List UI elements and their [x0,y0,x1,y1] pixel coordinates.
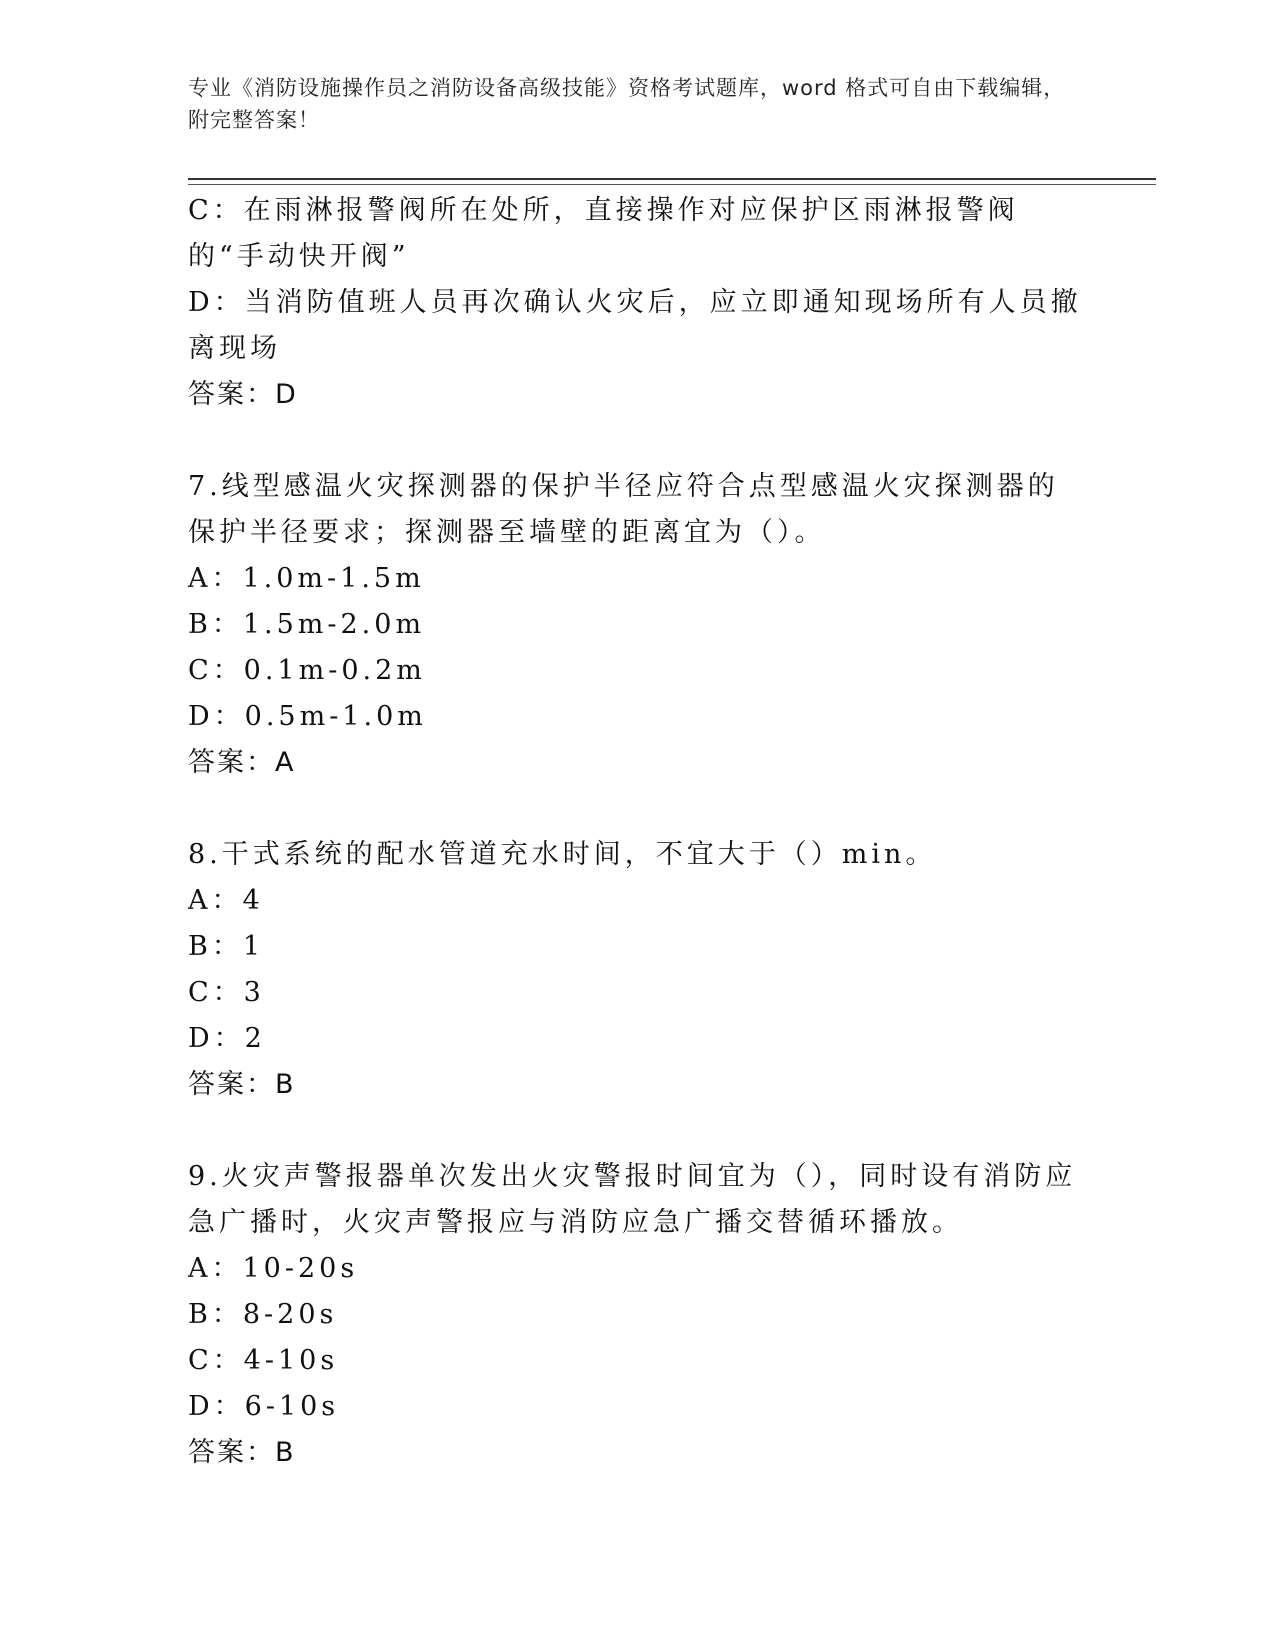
option-a: A：4 [188,885,264,916]
header-divider-thick [188,178,1156,180]
option-c: C：3 [188,977,265,1008]
previous-question-tail [188,188,1088,418]
option-a: A：10-20s [188,1253,359,1284]
question-9 [188,1154,1088,1476]
spacer [188,418,1088,464]
option-a: A：1.0m-1.5m [188,563,425,594]
page-header: 专业《消防设施操作员之消防设备高级技能》资格考试题库，word 格式可自由下载编辑，附完整答案！ [188,76,1066,132]
answer-line: 答案：A [188,747,296,778]
option-c: C：4-10s [188,1345,339,1376]
option-b: B：8-20s [188,1299,338,1330]
question-7 [188,464,1088,786]
option-d: D：0.5m-1.0m [188,701,427,732]
option-b: B：1 [188,931,265,962]
option-c: C：在雨淋报警阀所在处所，直接操作对应保护区雨淋报警阀的“手动快开阀” [188,195,1019,272]
spacer [188,786,1088,832]
option-d: D：2 [188,1023,266,1054]
option-c: C：0.1m-0.2m [188,655,426,686]
answer-line: 答案：D [188,379,298,410]
option-d: D：当消防值班人员再次确认火灾后，应立即通知现场所有人员撤离现场 [188,287,1082,364]
answer-line: 答案：B [188,1069,296,1100]
header-divider-thin [188,184,1156,185]
question-stem: 8.干式系统的配水管道充水时间，不宜大于（）min。 [188,839,937,870]
question-stem: 9.火灾声警报器单次发出火灾警报时间宜为（），同时设有消防应急广播时，火灾声警报应与消防应急广播交替循环播放。 [188,1161,1077,1238]
question-stem: 7.线型感温火灾探测器的保护半径应符合点型感温火灾探测器的保护半径要求；探测器至墙壁的距离宜为（）。 [188,471,1059,548]
option-d: D：6-10s [188,1391,340,1422]
spacer [188,1108,1088,1154]
option-b: B：1.5m-2.0m [188,609,426,640]
question-content [188,188,1088,1476]
answer-line: 答案：B [188,1437,296,1468]
question-8 [188,832,1088,1108]
